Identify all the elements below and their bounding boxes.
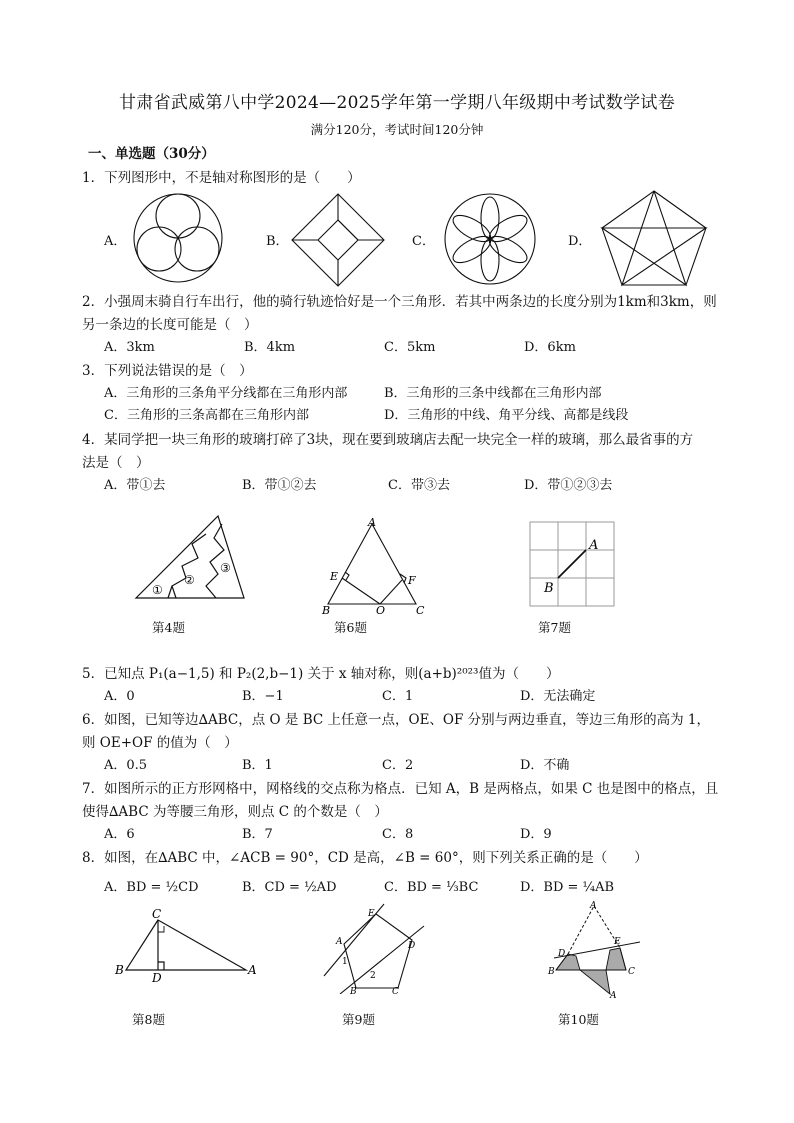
q1-figure-c <box>443 192 537 286</box>
fig8-label-c: C <box>152 907 162 921</box>
fig8-label-a: A <box>248 963 257 977</box>
q4-option-b: B．带①②去 <box>242 478 317 493</box>
q7-option-d: D．9 <box>520 827 552 842</box>
q4-option-c: C．带③去 <box>388 478 450 493</box>
question-6-line2: 则 OE+OF 的值为（ ） <box>82 735 238 751</box>
question-2-line1: 2．小强周末骑自行车出行，他的骑行轨迹恰好是一个三角形．若其中两条边的长度分别为1km和3km，则 <box>82 294 717 310</box>
question-7-line2: 使得∆ABC 为等腰三角形，则点 C 的个数是（ ） <box>82 804 388 820</box>
q6-option-c: C．2 <box>382 758 414 773</box>
q6-option-b: B．1 <box>242 758 273 773</box>
question-8-stem: 8．如图，在∆ABC 中，∠ACB = 90°，CD 是高，∠B = 60°，则下列关系正确的是（ ） <box>82 850 648 866</box>
fig9-angle-1: 1 <box>342 957 348 967</box>
question-4-line2: 法是（ ） <box>82 455 150 471</box>
fig6-label-o: O <box>376 604 386 616</box>
q2-option-d: D．6km <box>524 340 576 355</box>
figure-4-caption: 第4题 <box>152 620 185 635</box>
figure-6-triangle <box>318 516 426 616</box>
section-heading: 一、单选题（30分） <box>88 146 215 162</box>
question-2-line2: 另一条边的长度可能是（ ） <box>82 317 258 333</box>
q8-option-d: D．BD = ¼AB <box>520 880 615 895</box>
q6-option-d: D．不确 <box>520 758 570 773</box>
q7-option-b: B．7 <box>242 827 273 842</box>
figure-6-caption: 第6题 <box>334 620 367 635</box>
question-3-stem: 3．下列说法错误的是（ ） <box>82 363 253 379</box>
question-7-line1: 7．如图所示的正方形网格中，网格线的交点称为格点．已知 A，B 是两格点，如果 C 也是图中的格点，且 <box>82 781 719 797</box>
exam-info: 满分120分，考试时间120分钟 <box>310 122 484 137</box>
fig6-label-c: C <box>416 604 425 616</box>
q1-figure-b <box>290 192 386 288</box>
q1-figure-a <box>132 192 224 284</box>
q1-option-a-label: A． <box>104 234 127 249</box>
fig6-label-a: A <box>368 516 376 529</box>
fig10-label-d: D <box>558 949 566 959</box>
q5-option-c: C．1 <box>382 689 414 704</box>
fig6-label-b: B <box>322 604 331 616</box>
q8-option-a: A．BD = ½CD <box>104 880 199 895</box>
q4-option-a: A．带①去 <box>104 478 166 493</box>
q4-option-d: D．带①②③去 <box>524 478 613 493</box>
q2-option-b: B．4km <box>244 340 296 355</box>
q1-option-c-label: C． <box>412 234 435 249</box>
fig8-label-d: D <box>152 971 162 982</box>
question-6-line1: 6．如图，已知等边∆ABC，点 O 是 BC 上任意一点，OE、OF 分别与两边垂直，等边三角形的高为 1， <box>82 712 711 728</box>
fig6-label-f: F <box>408 574 416 587</box>
q6-option-a: A．0.5 <box>104 758 148 773</box>
q2-option-a: A．3km <box>104 340 155 355</box>
q5-option-a: A．0 <box>104 689 135 704</box>
fig7-label-a: A <box>589 538 599 553</box>
q1-option-d-label: D． <box>568 234 592 249</box>
figure-10-folded-triangle <box>540 898 648 1002</box>
fig10-label-e: E <box>614 937 621 947</box>
piece-2-label: ② <box>184 573 195 587</box>
q7-option-a: A．6 <box>104 827 135 842</box>
q5-option-b: B．−1 <box>242 689 284 704</box>
fig9-label-a: A <box>336 937 343 947</box>
q3-option-c: C．三角形的三条高都在三角形内部 <box>104 408 309 423</box>
fig10-label-a-folded: A <box>610 991 617 1001</box>
piece-3-label: ③ <box>220 561 231 575</box>
fig10-label-a-top: A <box>590 901 597 911</box>
q5-option-d: D．无法确定 <box>520 689 596 704</box>
fig9-angle-2: 2 <box>370 971 376 981</box>
q3-option-b: B．三角形的三条中线都在三角形内部 <box>384 386 602 401</box>
question-5-stem: 5．已知点 P₁(a−1,5) 和 P₂(2,b−1) 关于 x 轴对称，则(a+b)²⁰²³值为（ ） <box>82 666 560 682</box>
fig7-label-b: B <box>544 581 554 596</box>
figure-9-caption: 第9题 <box>342 1012 375 1027</box>
question-4-line1: 4．某同学把一块三角形的玻璃打碎了3块，现在要到玻璃店去配一块完全一样的玻璃，那么最省事的方 <box>82 432 694 448</box>
question-1-stem: 1．下列图形中，不是轴对称图形的是（ ） <box>82 170 361 186</box>
q7-option-c: C．8 <box>382 827 414 842</box>
piece-1-label: ① <box>152 583 163 597</box>
fig10-label-c: C <box>628 967 635 977</box>
fig9-label-c: C <box>392 987 399 994</box>
page-title: 甘肃省武威第八中学2024—2025学年第一学期八年级期中考试数学试卷 <box>118 93 676 113</box>
figure-9-pentagon <box>320 898 436 994</box>
q1-figure-d <box>598 188 710 288</box>
figure-7-grid <box>528 520 620 612</box>
fig9-label-b: B <box>350 987 357 994</box>
q3-option-a: A．三角形的三条角平分线都在三角形内部 <box>104 386 348 401</box>
fig6-label-e: E <box>330 570 339 583</box>
fig8-label-b: B <box>115 963 124 977</box>
figure-8-caption: 第8题 <box>132 1012 165 1027</box>
figure-10-caption: 第10题 <box>558 1012 599 1027</box>
q1-option-b-label: B． <box>266 234 289 249</box>
figure-8-right-triangle <box>112 906 260 982</box>
figure-7-caption: 第7题 <box>538 620 571 635</box>
figure-4-broken-glass <box>132 512 250 604</box>
fig10-shaded-bottom <box>580 970 610 994</box>
q8-option-b: B．CD = ½AD <box>242 880 337 895</box>
q8-option-c: C．BD = ⅓BC <box>384 880 479 895</box>
fig10-label-b: B <box>548 967 555 977</box>
q2-option-c: C．5km <box>384 340 436 355</box>
fig9-label-d: D <box>408 941 416 951</box>
q3-option-d: D．三角形的中线、角平分线、高都是线段 <box>384 408 629 423</box>
fig9-label-e: E <box>368 909 375 919</box>
